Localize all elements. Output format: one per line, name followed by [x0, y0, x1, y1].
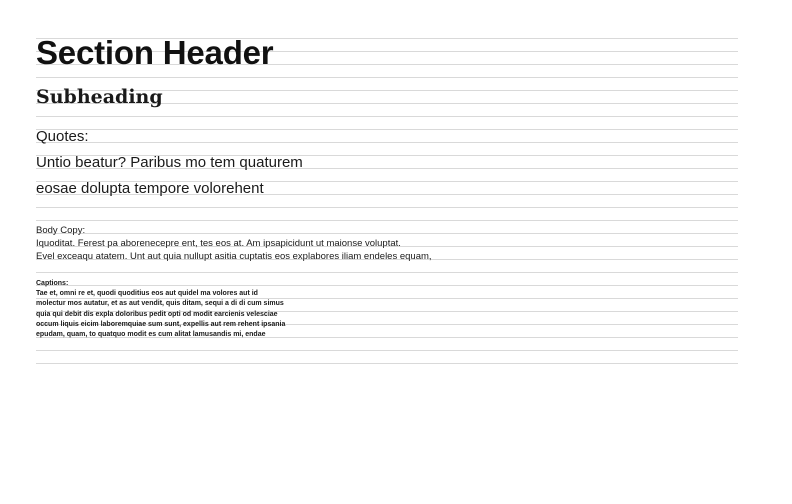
grid-line — [36, 142, 738, 143]
grid-line — [36, 285, 738, 286]
grid-line — [36, 77, 738, 78]
grid-line — [36, 363, 738, 364]
quotes-label: Quotes: — [36, 128, 89, 145]
section-header: Section Header — [36, 34, 274, 71]
captions-label: Captions: — [36, 280, 69, 287]
grid-line — [36, 116, 738, 117]
quote-line: Untio beatur? Paribus mo tem quaturem — [36, 154, 303, 171]
caption-line: quia qui debit dis expla doloribus pedit opti od modit earcienis velesciae — [36, 311, 278, 318]
grid-line — [36, 233, 738, 234]
body-copy-line: Evel exceaqu atatem. Unt aut quia nullupt asitia cuptatis eos explabores iliam endeles equam, — [36, 251, 432, 262]
caption-line: molectur mos autatur, et as aut vendit, quis ditam, sequi a di di cum simus — [36, 300, 284, 307]
grid-line — [36, 350, 738, 351]
caption-line: epudam, quam, to quatquo modit es cum alitat lamusandis mi, endae — [36, 331, 266, 338]
body-copy-line: Iquoditat. Ferest pa aborenecepre ent, tes eos at. Am ipsapicidunt ut maionse voluptat. — [36, 238, 401, 249]
grid-line — [36, 220, 738, 221]
grid-line — [36, 129, 738, 130]
grid-line — [36, 272, 738, 273]
subheading: Subheading — [36, 86, 163, 108]
quote-line: eosae dolupta tempore volorehent — [36, 180, 264, 197]
caption-line: Tae et, omni re et, quodi quoditius eos aut quidel ma volores aut id — [36, 290, 258, 297]
body-copy-label: Body Copy: — [36, 225, 86, 236]
caption-line: occum liquis eicim laboremquiae sum sunt, expellis aut rem rehent ipsania — [36, 321, 286, 328]
grid-line — [36, 207, 738, 208]
